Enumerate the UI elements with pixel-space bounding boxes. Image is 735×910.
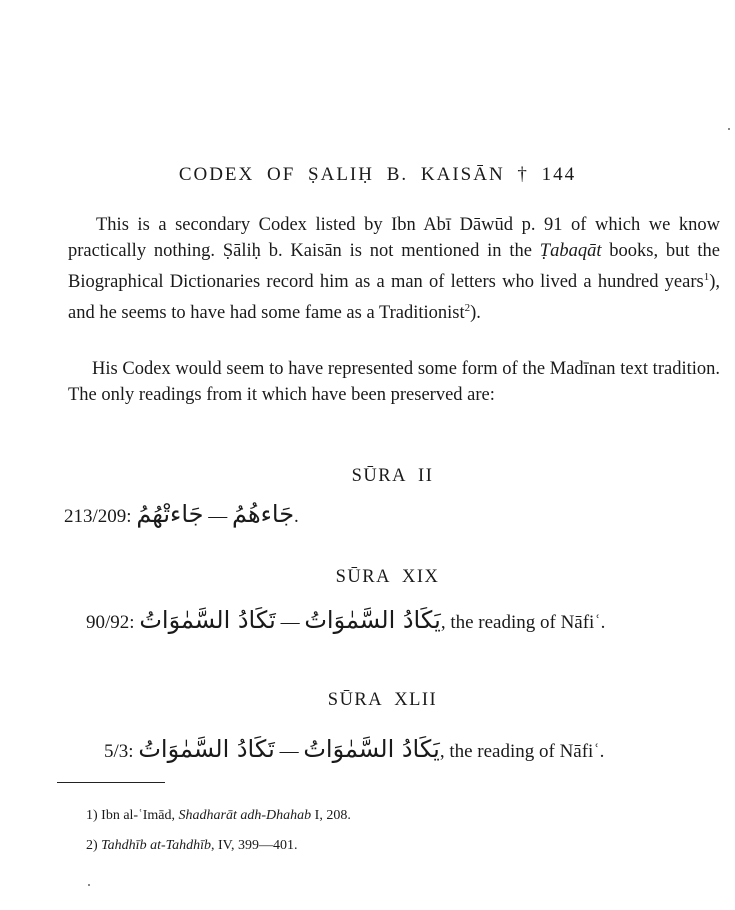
scan-speck <box>88 884 90 886</box>
verse-reference: 213/209: <box>64 506 132 527</box>
text-run: books, but the Biographical Dictionaries record him as a man of letters who lived a hundred years <box>68 241 720 293</box>
sura-ii-heading: SŪRA II <box>351 466 434 486</box>
verse-reference: 5/3: <box>104 741 134 762</box>
footnote-marker: 1 <box>703 271 710 283</box>
footnote-2 <box>86 838 297 854</box>
arabic-variant-reading: جَاءتْهُمُ <box>136 500 204 528</box>
arabic-standard-reading: جَاءهُمُ <box>231 500 295 528</box>
text-run: I, 208. <box>311 808 351 823</box>
footnote-1 <box>86 808 351 824</box>
dash: — <box>279 741 299 762</box>
arabic-variant-reading: يَكَادُ السَّمٰوَاتُ <box>304 606 441 634</box>
footnote-divider <box>57 782 165 783</box>
dash: — <box>280 612 300 633</box>
paragraph-codex: His Codex would seem to have represented some form of the Madīnan text tradition. The only readings from it which have been preserved are: <box>68 359 720 405</box>
text-run: This is a secondary Codex listed by Ibn Abī Dāwūd p. 91 of which we know practically nothing. Ṣāliḥ b. Kaisān is not mentioned in the <box>68 215 720 261</box>
arabic-standard-reading: تَكَادُ السَّمٰوَاتُ <box>139 606 276 634</box>
text-run: , IV, 399—401. <box>211 838 298 853</box>
italic-title: Shadharāt adh-Dhahab <box>178 808 312 823</box>
scan-speck <box>728 128 730 130</box>
footnote-marker: 2 <box>464 302 471 315</box>
reading-tail: , the reading of Nāfiʿ. <box>440 612 606 633</box>
italic-title: Tahdhīb at-Tahdhīb <box>101 838 212 853</box>
reading-tail: . <box>294 506 299 527</box>
arabic-standard-reading: تَكَادُ السَّمٰوَاتُ <box>138 735 275 763</box>
sura-ii-reading <box>64 500 299 528</box>
sura-xlii-heading: SŪRA XLII <box>327 690 438 710</box>
verse-reference: 90/92: <box>86 612 135 633</box>
text-run: ). <box>470 303 481 324</box>
text-run: ), and he seems to have had some fame as a Traditionist <box>68 272 720 324</box>
sura-xix-heading: SŪRA XIX <box>335 567 440 587</box>
page-title: CODEX OF ṢALIḤ B. KAISĀN † 144 <box>178 164 577 185</box>
italic-title: Ṭabaqāt <box>539 241 602 261</box>
arabic-variant-reading: يَكَادُ السَّمٰوَاتُ <box>303 735 440 763</box>
paragraph-intro <box>68 212 720 326</box>
sura-xix-reading <box>86 606 605 634</box>
sura-xlii-reading <box>104 735 604 763</box>
reading-tail: , the reading of Nāfiʿ. <box>439 741 605 762</box>
text-run: 2) <box>86 838 102 853</box>
dash: — <box>208 506 228 527</box>
text-run: 1) Ibn al-ʿImād, <box>86 808 179 823</box>
